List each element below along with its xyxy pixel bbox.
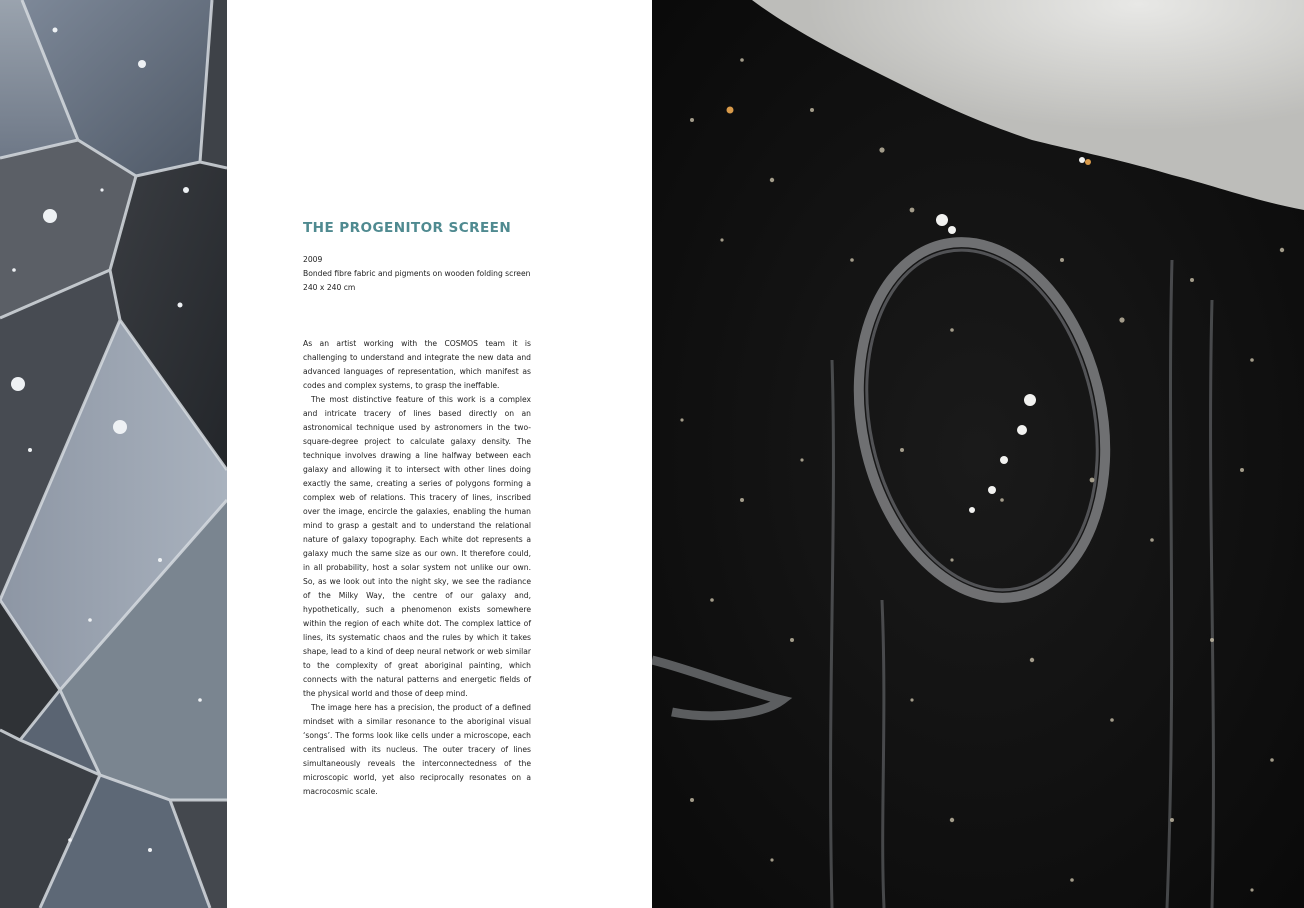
body-paragraph: The most distinctive feature of this work is a complex and intricate tracery of lines based directly on an astronomical technique used by astronomers in the two-square-degree project to calculate galaxy density. The technique involves drawing a line halfway between each galaxy and allowing it to intersect with other lines doing exactly the same, creating a series of polygons forming a complex web of relations. This tracery of lines, inscribed over the image, encircle the galaxies, enabling the human mind to grasp a gestalt and to understand the relational nature of galaxy topography. Each white dot represents a galaxy much the same size as our own. It therefore could, in all probability, host a solar system not unlike our own. So, as we look out into the night sky, we see the radiance of the Milky Way, the centre of our galaxy and, hypothetically, such a phenomenon exists somewhere within the region of each white dot. The complex lattice of lines, its systematic chaos and the rules by which it takes shape, lead to a kind of deep neural network or web similar to the complexity of great aboriginal painting, which connects with the natural patterns and energetic fields of the physical world and those of deep mind. [303,395,531,698]
textured-closeup-photo [652,0,1304,908]
artwork-dimensions: 240 x 240 cm [303,283,356,292]
article-text-column [303,220,531,799]
polygon-lattice-photo [0,0,227,908]
body-paragraph: The image here has a precision, the product of a defined mindset with a similar resonance to the aboriginal visual ‘songs’. The forms look like cells under a microscope, each centralised with its nucleus. The outer tracery of lines simultaneously reveals the interconnectedness of the microscopic world, yet also reciprocally resonates on a macrocosmic scale. [303,703,531,796]
article-title: THE PROGENITOR SCREEN [303,220,512,236]
artwork-medium: Bonded fibre fabric and pigments on wooden folding screen [303,269,531,278]
article-body [303,337,531,799]
body-paragraph: As an artist working with the COSMOS team it is challenging to understand and integrate the new data and advanced languages of representation, which manifest as codes and complex systems, to grasp the ineffable. [303,339,531,390]
artwork-year: 2009 [303,255,323,264]
artwork-details [303,253,531,295]
